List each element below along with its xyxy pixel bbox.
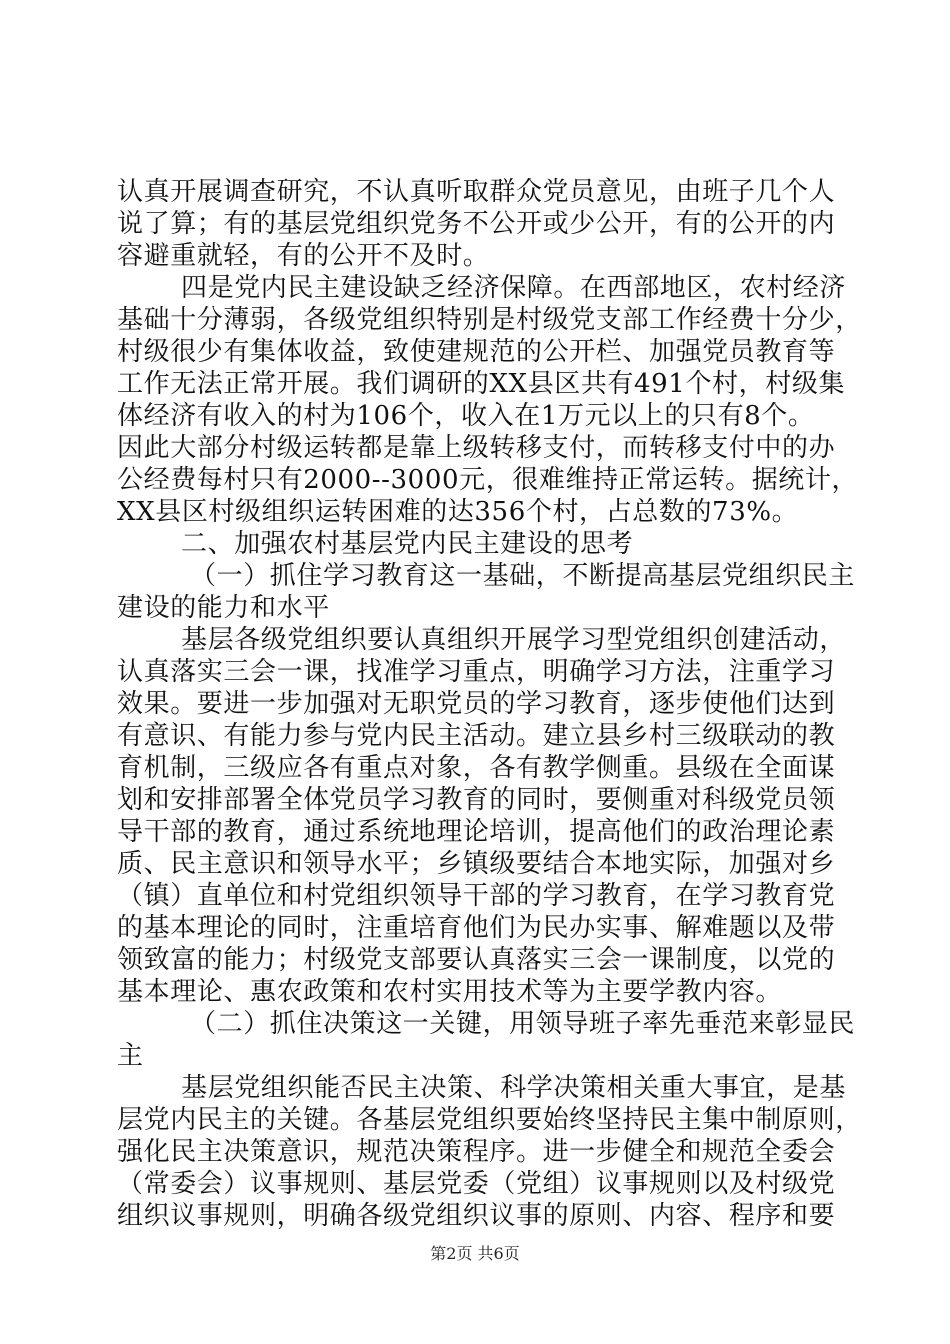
section-heading: 二、加强农村基层党内民主建设的思考 bbox=[181, 529, 634, 559]
body-text-line: 基础十分薄弱，各级党组织特别是村级党支部工作经费十分少， bbox=[117, 305, 862, 335]
body-text-line: 导干部的教育，通过系统地理论培训，提高他们的政治理论素 bbox=[117, 817, 836, 847]
body-text-line: 强化民主决策意识，规范决策程序。进一步健全和规范全委会 bbox=[117, 1137, 836, 1167]
body-text-line: 层党内民主的关键。各基层党组织要始终坚持民主集中制原则， bbox=[117, 1105, 862, 1135]
paragraph-start-line: 基层各级党组织要认真组织开展学习型党组织创建活动， bbox=[181, 625, 847, 655]
subsection-heading: （一）抓住学习教育这一基础，不断提高基层党组织民主 bbox=[190, 561, 856, 591]
body-text-line: XX县区村级组织运转困难的达356个村，占总数的73%。 bbox=[117, 497, 799, 527]
paragraph-start-line: 四是党内民主建设缺乏经济保障。在西部地区，农村经济 bbox=[181, 273, 847, 303]
body-text-line: 组织议事规则，明确各级党组织议事的原则、内容、程序和要 bbox=[117, 1201, 836, 1231]
body-text-line: 体经济有收入的村为106个，收入在1万元以上的只有8个。 bbox=[117, 401, 815, 431]
paragraph-start-line: 基层党组织能否民主决策、科学决策相关重大事宜，是基 bbox=[181, 1073, 847, 1103]
body-text-line: 基本理论、惠农政策和农村实用技术等为主要学教内容。 bbox=[117, 977, 783, 1007]
body-text-line: 认真开展调查研究，不认真听取群众党员意见，由班子几个人 bbox=[117, 177, 836, 207]
body-text-line: 的基本理论的同时，注重培育他们为民办实事、解难题以及带 bbox=[117, 913, 836, 943]
body-text-line: 村级很少有集体收益，致使建规范的公开栏、加强党员教育等 bbox=[117, 337, 836, 367]
body-text-line: 认真落实三会一课，找准学习重点，明确学习方法，注重学习 bbox=[117, 657, 836, 687]
subsection-heading: （二）抓住决策这一关键，用领导班子率先垂范来彰显民 bbox=[190, 1009, 856, 1039]
body-text-line: 说了算；有的基层党组织党务不公开或少公开，有的公开的内 bbox=[117, 209, 836, 239]
page-number-footer: 第2页 共6页 bbox=[430, 1244, 520, 1263]
subsection-heading-continued: 建设的能力和水平 bbox=[117, 593, 330, 623]
body-text-line: 公经费每村只有2000--3000元，很难维持正常运转。据统计， bbox=[117, 465, 859, 495]
body-text-line: 工作无法正常开展。我们调研的XX县区共有491个村，村级集 bbox=[117, 369, 846, 399]
body-text-line: 因此大部分村级运转都是靠上级转移支付，而转移支付中的办 bbox=[117, 433, 836, 463]
body-text-line: 育机制，三级应各有重点对象，各有教学侧重。县级在全面谋 bbox=[117, 753, 836, 783]
body-text-line: 领致富的能力；村级党支部要认真落实三会一课制度，以党的 bbox=[117, 945, 836, 975]
body-text-line: （常委会）议事规则、基层党委（党组）议事规则以及村级党 bbox=[117, 1169, 836, 1199]
body-text-line: 质、民主意识和领导水平；乡镇级要结合本地实际，加强对乡 bbox=[117, 849, 836, 879]
body-text-line: （镇）直单位和村党组织领导干部的学习教育，在学习教育党 bbox=[117, 881, 836, 911]
body-text-line: 划和安排部署全体党员学习教育的同时，要侧重对科级党员领 bbox=[117, 785, 836, 815]
body-text-line: 容避重就轻，有的公开不及时。 bbox=[117, 241, 490, 271]
body-text-line: 效果。要进一步加强对无职党员的学习教育，逐步使他们达到 bbox=[117, 689, 836, 719]
subsection-heading-continued: 主 bbox=[117, 1041, 144, 1071]
body-text-line: 有意识、有能力参与党内民主活动。建立县乡村三级联动的教 bbox=[117, 721, 836, 751]
